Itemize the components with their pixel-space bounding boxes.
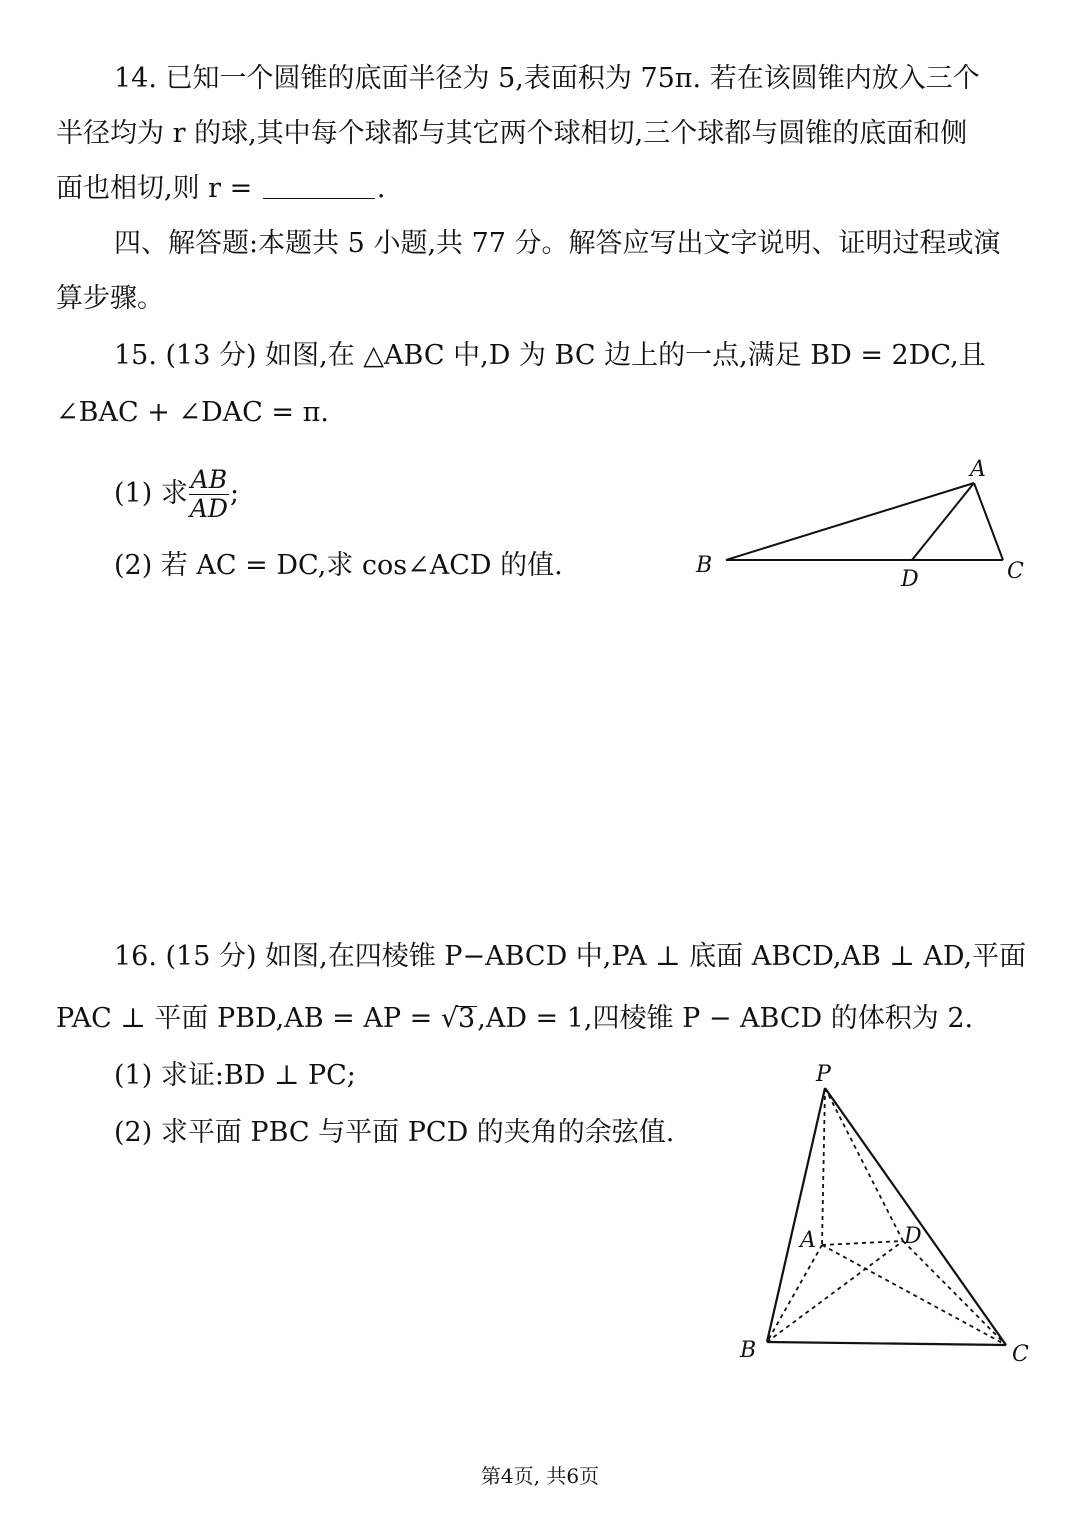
q16-line-2-b: ,AD = 1,四棱锥 P − ABCD 的体积为 2. [477,1003,974,1034]
ab-over-ad-fraction [188,466,230,523]
edge-ad [822,1241,903,1245]
edge-bc [767,1342,1006,1345]
label-p: P [816,1062,831,1087]
q14-line-1: 14. 已知一个圆锥的底面半径为 5,表面积为 75π. 若在该圆锥内放入三个 [114,63,980,94]
label-b: B [696,553,713,578]
q14-line-2: 半径均为 r 的球,其中每个球都与其它两个球相切,三个球都与圆锥的底面和侧 [56,118,968,149]
edge-pa [822,1088,825,1245]
q15-line-2: ∠BAC + ∠DAC = π. [56,397,329,428]
edge-dc [903,1241,1006,1345]
fraction-numerator: AB [190,465,228,494]
segment-ba [726,483,974,560]
q15-part-2: (2) 若 AC = DC,求 cos∠ACD 的值. [114,550,563,581]
q16-part-1: (1) 求证:BD ⊥ PC; [114,1060,356,1091]
q14-line-3 [56,169,1024,209]
q16-line-2 [56,999,1024,1039]
sqrt-three: 3 [458,1003,476,1034]
segment-ac [974,483,1003,560]
section-4-heading: 四、解答题:本题共 5 小题,共 77 分。解答应写出文字说明、证明过程或演 [114,228,1001,259]
label-b: B [740,1338,757,1363]
q16-line-2-a: PAC ⊥ 平面 PBD,AB = AP = √ [56,1003,459,1034]
pyramid-p-abcd-figure [730,1055,1030,1375]
label-d: D [901,567,919,590]
q14-line-3-text: 面也相切,则 r = [56,173,253,204]
label-c: C [1007,559,1024,584]
q15-part-1-semicolon: ; [229,478,240,509]
diag-ac [822,1245,1006,1345]
edge-pb [767,1088,825,1342]
q16-part-2: (2) 求平面 PBC 与平面 PCD 的夹角的余弦值. [114,1117,675,1148]
label-a: A [800,1228,816,1253]
triangle-abc-figure [680,450,1040,590]
answer-blank[interactable] [263,172,375,199]
q14-line-3-period: . [376,173,386,204]
segment-ad [912,483,974,560]
fraction-denominator: AD [189,494,228,523]
q15-part-1-label: (1) 求 [114,478,188,509]
q16-line-1: 16. (15 分) 如图,在四棱锥 P−ABCD 中,PA ⊥ 底面 ABCD,AB ⊥ AD,平面 [114,941,1027,972]
edge-pc [825,1088,1006,1345]
page-number: 第4页, 共6页 [480,1464,600,1488]
section-4-heading-cont: 算步骤。 [56,283,164,314]
edge-ab [767,1245,822,1342]
label-a: A [970,457,986,482]
q15-line-1: 15. (13 分) 如图,在 △ABC 中,D 为 BC 边上的一点,满足 BD = 2DC,且 [114,340,986,371]
edge-pd [825,1088,903,1241]
label-c: C [1012,1342,1029,1367]
label-d: D [904,1224,922,1249]
